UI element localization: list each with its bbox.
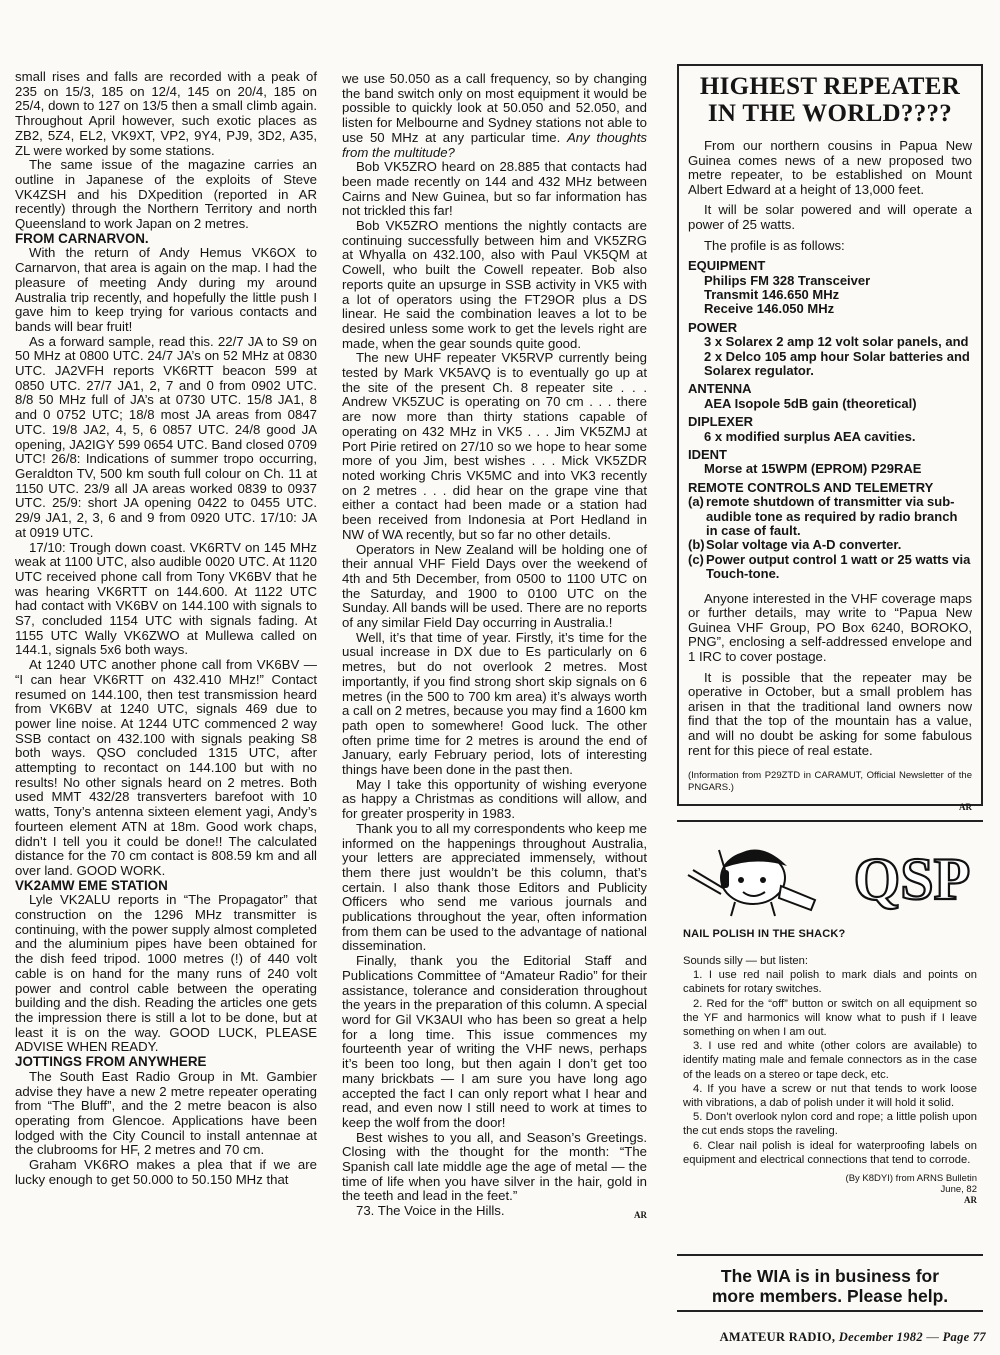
spec-value: Philips FM 328 Transceiver — [704, 272, 871, 288]
item-key: (c) — [688, 551, 704, 567]
column-1 — [15, 70, 317, 1187]
paragraph: With the return of Andy Hemus VK6OX to Carnarvon, that area is again on the map. I had the pleasure of meeting Andy during my around Australia trip recently, and hopefully the little push I gave him to keep trying for various contacts and bands will bear fruit! — [15, 245, 317, 334]
remote-item — [688, 538, 972, 552]
paragraph: 17/10: Trough down coast. VK6RTV on 145 MHz weak at 1100 UTC, also audible 0020 UTC. At 1120 UTC received phone call from Tony VK6BV that he was hearing VK6RTT on 144.600. At 1122 UTC had contact with VK6BV on 144.100 with signals to S7, concluded 1154 UTC with signals fading. At 1155 UTC Wally VK6ZWO at Mullewa called on 144.1, signals 5x6 both ways. — [15, 539, 317, 658]
paragraph: Sounds silly — but listen: — [683, 955, 808, 967]
paragraph: It will be solar powered and will operate a power of 25 watts. — [688, 202, 972, 232]
qsp-box — [677, 820, 983, 1256]
list-item: 2. Red for the “off” button or switch on all equipment so the YF and harmonics will know what to push if I leave something on when I am out. — [683, 997, 977, 1039]
spec-heading: REMOTE CONTROLS AND TELEMETRY — [688, 479, 934, 495]
wia-banner — [677, 1262, 983, 1312]
spec-heading: POWER — [688, 319, 738, 335]
paragraph: From our northern cousins in Papua New Guinea comes news of a new proposed two metre repeater, to be established on Mount Albert Edward at a height of 13,000 feet. — [688, 138, 972, 197]
item-key: (b) — [688, 537, 705, 553]
paragraph: At 1240 UTC another phone call from VK6BV — “I can hear VK6RTT on 432.410 MHz!” Contact resumed on 144.100, then test transmission heard from VK6BV at 1240 UTC, signals 469 due to power line noise. At 1244 UTC commenced 2 way SSB contact on 432.100 with signals peaking S8 both ways. QSO concluded 1315 UTC, after attempting to recontact on 144.100 but with no results! No other signals heard on 2 metres. Both used MMT 432/28 transverters barefoot with 10 watts, Tony’s antenna sixteen element yagi, Andy’s fourteen element ATN at 18m. Good work chaps, didn’t I tell you it could be done!! The calculated distance for the 70 cm contact is 808.59 km and all over land. GOOD WORK. — [15, 657, 317, 878]
paragraph: The South East Radio Group in Mt. Gambier advise they have a new 2 metre repeater operating from “The Bluff”, and the 2 metre beacon is also operating from Glencoe. Applications have been lodged with the City Council to install antennae at the clubrooms for HF, 2 metres and 70 cm. — [15, 1068, 317, 1158]
paragraph: Best wishes to you all, and Season’s Greetings. Closing with the thought for the month: “The Spanish call late middle age the age of metal — the time of life when you have silver in the hair, gold in the teeth and lead in the feet.” — [342, 1129, 647, 1204]
paragraph: Bob VK5ZRO mentions the nightly contacts are continuing successfully between him and VK5ZRG at Whyalla on 432.100, also with Paul VK5QM at Cowell, who built the Cowell repeater. Bob also reports quite an upsurge in SSB activity in VK5 with a lot of operators using the FT29OR plus a DS linear. He said the combination leaves a lot to be desired unless some work to get the levels right are made, when the gear sounds quite good. — [342, 218, 647, 351]
spec-antenna — [688, 382, 972, 411]
qsp-logo-text: QSP — [853, 846, 971, 912]
spec-ident — [688, 448, 972, 477]
list-item: 1. I use red nail polish to mark dials and points on cabinets for rotary switches. — [683, 969, 977, 996]
box-title: HIGHEST REPEATER IN THE WORLD???? — [699, 73, 961, 127]
section-heading-jottings: JOTTINGS FROM ANYWHERE — [15, 1054, 207, 1070]
paragraph-text: we use 50.050 as a call frequency, so by changing the band switch only on most equipment it would be possible to quickly look at 50.050 and 52.050, and listen for Melbourne and Sydney stations not able to use 50 MHz at any particular time. — [342, 71, 647, 145]
paragraph: It is possible that the repeater may be operative in October, but a small problem has arisen in that the traditional land owners now find that the top of the mountain has a value, and will no doubt be asking for some fabulous rent for this piece of real estate. — [688, 669, 972, 758]
paragraph: The same issue of the magazine carries an outline in Japanese of the exploits of Steve VK4ZSH and his DXpedition (reported in AR recently) through the Northern Territory and north Queensland to work Japan on 2 metres. — [15, 157, 317, 232]
section-heading-carnarvon: FROM CARNARVON. — [15, 230, 149, 246]
paragraph: Operators in New Zealand will be holding one of their annual VHF Field Days over the weekend of 4th and 5th December, from 0500 to 1100 UTC on the Saturday, and 1900 to 0100 UTC on the Sunday. All bands will be used. There are no reports of any similar Field Day occurring in Australia.! — [342, 541, 647, 631]
list-item: 3. I use red and white (other colors are available) to identify mating male and female connectors as in the case of the leads on a stereo or tape deck, etc. — [683, 1040, 977, 1081]
end-mark: AR — [634, 1210, 647, 1221]
spec-heading: EQUIPMENT — [688, 258, 766, 274]
paragraph: Graham VK6RO makes a plea that if we are lucky enough to get 50.000 to 50.150 MHz that — [15, 1157, 317, 1187]
footer-date: December 1982 — [838, 1330, 923, 1344]
page-footer — [676, 1330, 986, 1345]
spec-heading: DIPLEXER — [688, 414, 754, 430]
spec-remote — [688, 481, 972, 582]
repeater-box — [677, 64, 983, 813]
qsp-logo — [838, 844, 986, 914]
spec-value: Transmit 146.650 MHz — [704, 286, 840, 302]
spec-value: Morse at 15WPM (EPROM) P29RAE — [704, 461, 922, 477]
spec-equipment — [688, 259, 972, 317]
item-text: Solar voltage via A-D converter. — [706, 537, 902, 553]
banner-line: The WIA is in business for — [720, 1266, 940, 1286]
paragraph: Thank you to all my correspondents who keep me informed on the happenings throughout Australia, your letters are appreciated immensely, without them there just wouldn’t be this column, that’s certain. I also thank those Editors and Publicity Officers who send me various journals and publications throughout the year, often information from them can be used to the advantage of national dissemination. — [342, 820, 648, 954]
section-heading-eme: VK2AMW EME STATION — [15, 877, 168, 893]
paragraph — [342, 72, 647, 160]
credit — [683, 1173, 977, 1195]
paragraph: Bob VK5ZRO heard on 28.885 that contacts had been made recently on 144 and 432 MHz between Cairns and New Guinea, but so far information has not trickled this far! — [342, 159, 647, 219]
banner-line: more members. Please help. — [711, 1286, 949, 1306]
list-item: 4. If you have a screw or nut that tends to work loose with vibrations, a dab of polish under it will hold it solid. — [683, 1082, 977, 1110]
paragraph: The new UHF repeater VK5RVP currently being tested by Mark VK5AVQ is to eventually go up at the site of the present Ch. 8 repeater site . . . Andrew VK5ZUC is operating on 70 cm . . . there are now more than thirty stations capable of operating on 432 MHz in VK5 . . . Jim VK5ZMJ at Port Pirie retired on 27/10 so we hope to hear some more of you Jim, best wishes . . . Mick VK5ZDR noted working Chris VK5MC and into VK3 recently on 2 metres . . . did hear on the grape vine that either a contact had been made or a station had been received from Indonesia at Port Hedland in NW of WA recently, but so far no other details. — [342, 350, 647, 542]
footer-magazine: AMATEUR RADIO, — [719, 1330, 836, 1344]
list-item: 5. Don’t overlook nylon cord and rope; a little polish upon the cut ends stops the raveling. — [683, 1111, 977, 1138]
sign-off: 73. The Voice in the Hills. — [356, 1203, 505, 1219]
end-mark: AR — [964, 1195, 977, 1206]
paragraph: May I take this opportunity of wishing everyone as happy a Christmas as conditions will allow, and for greater prosperity in 1983. — [342, 776, 647, 822]
paragraph: The profile is as follows: — [704, 237, 845, 253]
credit-line: (By K8DYI) from ARNS Bulletin — [845, 1173, 977, 1185]
spec-heading: IDENT — [688, 447, 727, 463]
credit-line: June, 82 — [940, 1184, 977, 1196]
footer-dash: — — [926, 1330, 940, 1344]
item-key: (a) — [688, 494, 704, 510]
spec-value: Receive 146.050 MHz — [704, 301, 835, 317]
spec-diplexer — [688, 415, 972, 444]
italic-question: Any thoughts from the multitude? — [342, 129, 647, 160]
item-text: remote shutdown of transmitter via sub-audible tone as required by radio branch in case of fault. — [706, 494, 958, 539]
paragraph: Well, it’s that time of year. Firstly, it’s time for the usual increase in DX due to Es particularly on 6 metres, but do not overlook 2 metres. Most importantly, if you find strong short skip signals on 6 metres (in the 500 to 700 km area) it’s always worth a call on 2 metres, because you may find a 1600 km path open to somewhere! Good luck. The other often prime time for 2 metres is around the end of January, early February period, lots of interesting things have been done in the past then. — [342, 629, 647, 778]
paragraph: As a forward sample, read this. 22/7 JA to S9 on 50 MHz at 0800 UTC. 24/7 JA’s on 52 MHz at 0830 UTC. JA2VFH reports VK6RTT beacon 599 at 0850 UTC. 27/7 JA1, 2, 7 and 0 from 0902 UTC. 8/8 50 MHz full of JA’s at 0730 UTC. 15/8 JA1, 8 and 0 0752 UTC; 18/8 most JA areas from 0847 UTC. 19/8 JA2, 4, 5, 6 0857 UTC. 24/8 good JA opening, JA2IGY 599 0654 UTC. Band closed 0709 UTC! 26/8: Indications of summer tropo occurring, Geraldton TV, 500 km south full colour on Ch. 11 at 1150 UTC. 23/9 all JA areas worked 0839 to 0937 UTC. 25/9: short JA opening 0422 to 0455 UTC. 29/9 JA1, 2, 3, 6 and 9 from 0920 UTC. 17/10: JA at 0919 UTC. — [15, 333, 317, 540]
column-2 — [342, 72, 647, 1223]
end-mark: AR — [959, 802, 972, 813]
paragraph: small rises and falls are recorded with a peak of 235 on 15/3, 185 on 12/4, 145 on 20/4, 185 on 25/4, down to 127 on 13/5 then a small climb again. Throughout April however, such exotic places as ZB2, 5Z4, EL2, VK9XT, VP2, 9Y4, PJ9, 3D2, A35, ZL were worked by some stations. — [15, 69, 317, 158]
qsp-header — [683, 822, 977, 922]
list-item: 6. Clear nail polish is ideal for waterproofing labels on equipment and electrical connections that tend to corrode. — [683, 1139, 977, 1166]
paragraph: Anyone interested in the VHF coverage maps or further details, may write to “Papua New Guinea VHF Group, PO Box 6240, BOROKO, PNG”, enclosing a self-addressed envelope and 1 IRC to cover postage. — [688, 590, 972, 665]
paragraph: Finally, thank you the Editorial Staff and Publications Committee of “Amateur Radio” for their assistance, tolerance and consideration throughout the years in the preparation of this column. A special word for Gil VK3AUI who has been so great a help for a long time. This issue commences my fourteenth year of writing the VHF news, perhaps it’s been too long, but then again I don’t get too many brickbats — I am sure you have long ago accepted the fact I can only report what I hear and read, and even now I still need to work at times to keep the wolf from the door! — [342, 953, 647, 1130]
paragraph: Lyle VK2ALU reports in “The Propagator” that construction on the 1296 MHz transmitter is continuing, with the power supply almost completed and the aluminium pipes have been obtained for the dish feed tripod. 1000 metres (!) of 440 volt cable is on hand for the many runs of 240 volt power and control cable between the operating building and the dish. Reading the articles one gets the impression there is still a lot to be done, but at least it is on the way. GOOD LUCK, PLEASE ADVISE WHEN READY. — [15, 892, 317, 1055]
remote-item — [688, 495, 972, 538]
spec-power — [688, 321, 972, 379]
cartoon-radio-man-icon — [683, 830, 828, 918]
paragraph — [342, 1204, 647, 1219]
spec-value: AEA Isopole 5dB gain (theoretical) — [704, 395, 917, 411]
spec-value: 6 x modified surplus AEA cavities. — [704, 428, 916, 444]
remote-item — [688, 553, 972, 582]
page-number: Page 77 — [942, 1330, 986, 1344]
item-text: Power output control 1 watt or 25 watts via Touch-tone. — [706, 551, 971, 582]
source-note: (Information from P29ZTD in CARAMUT, Official Newsletter of the PNGARS.) — [688, 770, 972, 794]
qsp-title: NAIL POLISH IN THE SHACK? — [683, 928, 846, 940]
spec-heading: ANTENNA — [688, 381, 752, 397]
spec-value: 3 x Solarex 2 amp 12 volt solar panels, and 2 x Delco 105 amp hour Solar batteries and Solarex regulator. — [704, 334, 970, 378]
